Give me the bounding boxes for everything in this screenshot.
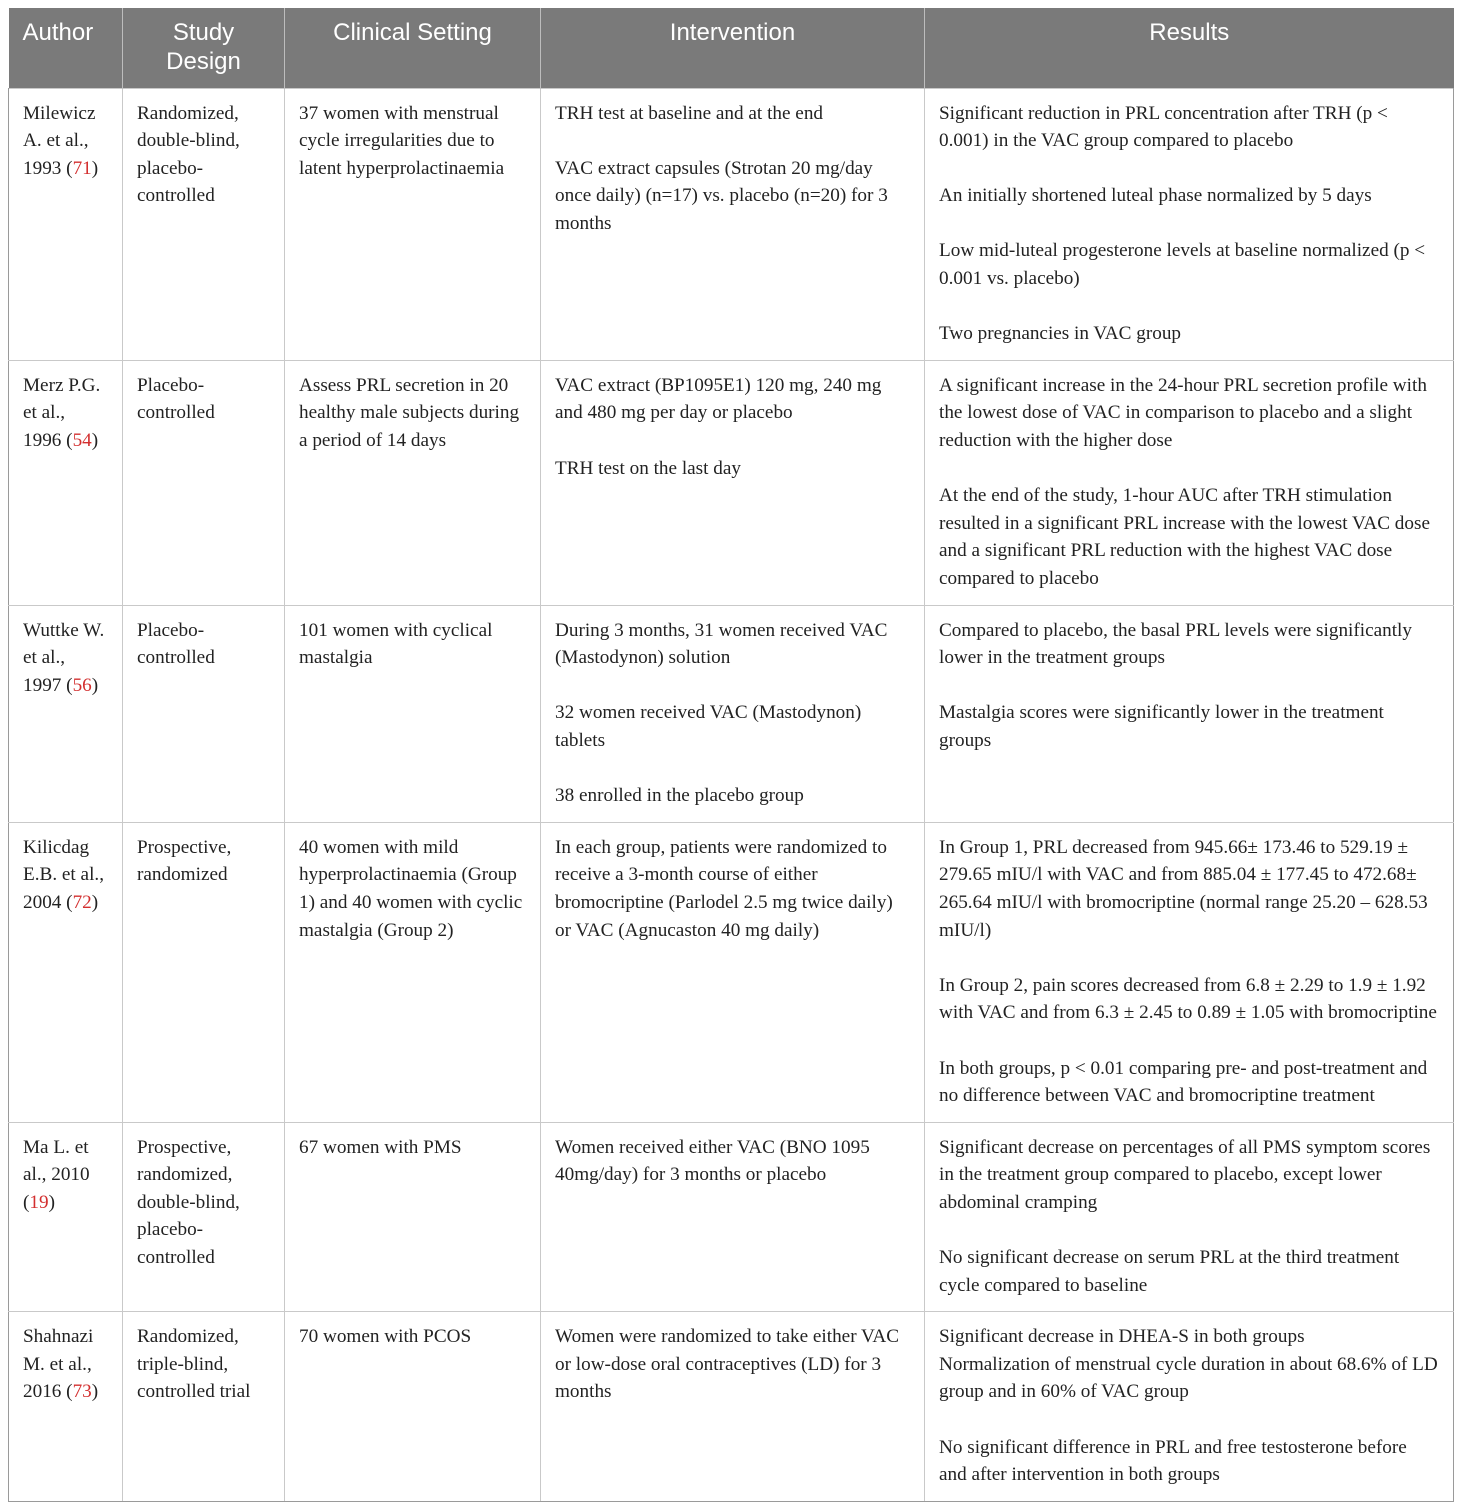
results-paragraph: Mastalgia scores were significantly lower in the treatment groups <box>939 702 1384 751</box>
cell-author <box>9 822 123 1122</box>
cell-clinical-setting: 40 women with mild hyperprolactinaemia (Group 1) and 40 women with cyclic mastalgia (Group 2) <box>285 822 541 1122</box>
results-paragraph: No significant difference in PRL and free testosterone before and after intervention in both groups <box>939 1436 1407 1486</box>
cell-study-design: Placebo-controlled <box>123 605 285 822</box>
intervention-paragraph: VAC extract capsules (Strotan 20 mg/day once daily) (n=17) vs. placebo (n=20) for 3 months <box>555 157 888 234</box>
header-author: Author <box>9 8 123 88</box>
cell-study-design: Randomized, triple-blind, controlled trial <box>123 1312 285 1502</box>
cell-results <box>925 822 1454 1122</box>
reference-link[interactable]: 19 <box>29 1191 49 1213</box>
studies-table <box>8 8 1454 1502</box>
intervention-paragraph: During 3 months, 31 women received VAC (Mastodynon) solution <box>555 619 888 669</box>
author-text-close: ) <box>91 1381 99 1403</box>
table-row <box>9 88 1454 360</box>
cell-author <box>9 88 123 360</box>
cell-intervention <box>541 822 925 1122</box>
author-text: Shahnazi M. et al., 2016 ( <box>23 1326 94 1403</box>
intervention-paragraph: Women were randomized to take either VAC or low-dose oral contraceptives (LD) for 3 months <box>555 1326 900 1403</box>
intervention-paragraph: Women received either VAC (BNO 1095 40mg/day) for 3 months or placebo <box>555 1136 870 1186</box>
table-container <box>8 8 1453 1502</box>
reference-link[interactable]: 73 <box>72 1381 92 1403</box>
cell-results <box>925 1122 1454 1312</box>
results-paragraph: At the end of the study, 1-hour AUC after TRH stimulation resulted in a significant PRL increase with the lowest VAC dose and a significant PRL reduction with the highest VAC dose compared to placebo <box>939 485 1430 589</box>
cell-clinical-setting: 70 women with PCOS <box>285 1312 541 1502</box>
reference-link[interactable]: 56 <box>72 674 92 696</box>
reference-link[interactable]: 72 <box>72 891 92 913</box>
results-paragraph: In both groups, p < 0.01 comparing pre- and post-treatment and no difference between VAC and bromocriptine treatment <box>939 1057 1428 1107</box>
cell-intervention <box>541 605 925 822</box>
author-text: Merz P.G. et al., 1996 ( <box>23 374 101 452</box>
cell-results <box>925 88 1454 360</box>
results-paragraph: Significant reduction in PRL concentration after TRH (p < 0.001) in the VAC group compared to placebo <box>939 102 1388 152</box>
intervention-paragraph: TRH test at baseline and at the end <box>555 102 824 124</box>
cell-results <box>925 360 1454 605</box>
author-text: Wuttke W. et al., 1997 ( <box>23 619 105 696</box>
header-results: Results <box>925 8 1454 88</box>
results-paragraph: A significant increase in the 24-hour PRL secretion profile with the lowest dose of VAC in comparison to placebo and a slight reduction with the higher dose <box>939 374 1427 452</box>
cell-results <box>925 1312 1454 1502</box>
cell-clinical-setting: 101 women with cyclical mastalgia <box>285 605 541 822</box>
cell-clinical-setting: Assess PRL secretion in 20 healthy male subjects during a period of 14 days <box>285 360 541 605</box>
cell-study-design: Prospective, randomized <box>123 822 285 1122</box>
header-intervention: Intervention <box>541 8 925 88</box>
reference-link[interactable]: 54 <box>72 430 92 452</box>
cell-study-design: Placebo-controlled <box>123 360 285 605</box>
cell-intervention <box>541 1122 925 1312</box>
intervention-paragraph: TRH test on the last day <box>555 457 741 479</box>
results-paragraph: No significant decrease on serum PRL at the third treatment cycle compared to baseline <box>939 1247 1400 1296</box>
results-paragraph: In Group 1, PRL decreased from 945.66± 173.46 to 529.19 ± 279.65 mIU/l with VAC and from 885.04 ± 177.45 to 472.68± 265.64 mIU/l with bromocriptine (normal range 25.20 – 628.53 mIU/l) <box>939 836 1428 941</box>
author-text-close: ) <box>91 157 99 179</box>
results-paragraph: Two pregnancies in VAC group <box>939 323 1182 345</box>
author-text-close: ) <box>91 891 99 913</box>
author-text-close: ) <box>91 430 99 452</box>
results-paragraph: Low mid-luteal progesterone levels at baseline normalized (p < 0.001 vs. placebo) <box>939 240 1426 290</box>
cell-author <box>9 360 123 605</box>
results-paragraph: Significant decrease in DHEA-S in both groups <box>939 1326 1305 1348</box>
cell-clinical-setting: 37 women with menstrual cycle irregularities due to latent hyperprolactinaemia <box>285 88 541 360</box>
cell-author <box>9 605 123 822</box>
cell-clinical-setting: 67 women with PMS <box>285 1122 541 1312</box>
table-row <box>9 1312 1454 1502</box>
cell-study-design: Randomized, double-blind, placebo-controlled <box>123 88 285 360</box>
table-row <box>9 822 1454 1122</box>
table-row <box>9 605 1454 822</box>
author-text: Milewicz A. et al., 1993 ( <box>23 102 96 179</box>
author-text: Ma L. et al., 2010 ( <box>23 1136 90 1213</box>
author-text-close: ) <box>48 1191 55 1213</box>
cell-study-design: Prospective, randomized, double-blind, placebo-controlled <box>123 1122 285 1312</box>
cell-results <box>925 605 1454 822</box>
header-clinical-setting: Clinical Setting <box>285 8 541 88</box>
results-paragraph: An initially shortened luteal phase normalized by 5 days <box>939 185 1372 207</box>
table-row <box>9 360 1454 605</box>
results-paragraph: Compared to placebo, the basal PRL levels were significantly lower in the treatment groups <box>939 619 1412 669</box>
header-row <box>9 8 1454 88</box>
results-paragraph: Normalization of menstrual cycle duration in about 68.6% of LD group and in 60% of VAC group <box>939 1353 1438 1403</box>
intervention-paragraph: 32 women received VAC (Mastodynon) tablets <box>555 702 862 751</box>
intervention-paragraph: In each group, patients were randomized to receive a 3-month course of either bromocriptine (Parlodel 2.5 mg twice daily) or VAC (Agnucaston 40 mg daily) <box>555 836 893 941</box>
intervention-paragraph: 38 enrolled in the placebo group <box>555 785 804 807</box>
header-study-design: Study Design <box>123 8 285 88</box>
author-text-close: ) <box>91 674 99 696</box>
intervention-paragraph: VAC extract (BP1095E1) 120 mg, 240 mg and 480 mg per day or placebo <box>555 374 882 424</box>
cell-author <box>9 1122 123 1312</box>
cell-intervention <box>541 360 925 605</box>
author-text: Kilicdag E.B. et al., 2004 ( <box>23 836 104 913</box>
reference-link[interactable]: 71 <box>72 157 92 179</box>
results-paragraph: Significant decrease on percentages of all PMS symptom scores in the treatment group compared to placebo, except lower abdominal cramping <box>939 1136 1431 1213</box>
table-row <box>9 1122 1454 1312</box>
cell-intervention <box>541 1312 925 1502</box>
cell-author <box>9 1312 123 1502</box>
cell-intervention <box>541 88 925 360</box>
results-paragraph: In Group 2, pain scores decreased from 6.8 ± 2.29 to 1.9 ± 1.92 with VAC and from 6.3 ± 2.45 to 0.89 ± 1.05 with bromocriptine <box>939 974 1437 1024</box>
